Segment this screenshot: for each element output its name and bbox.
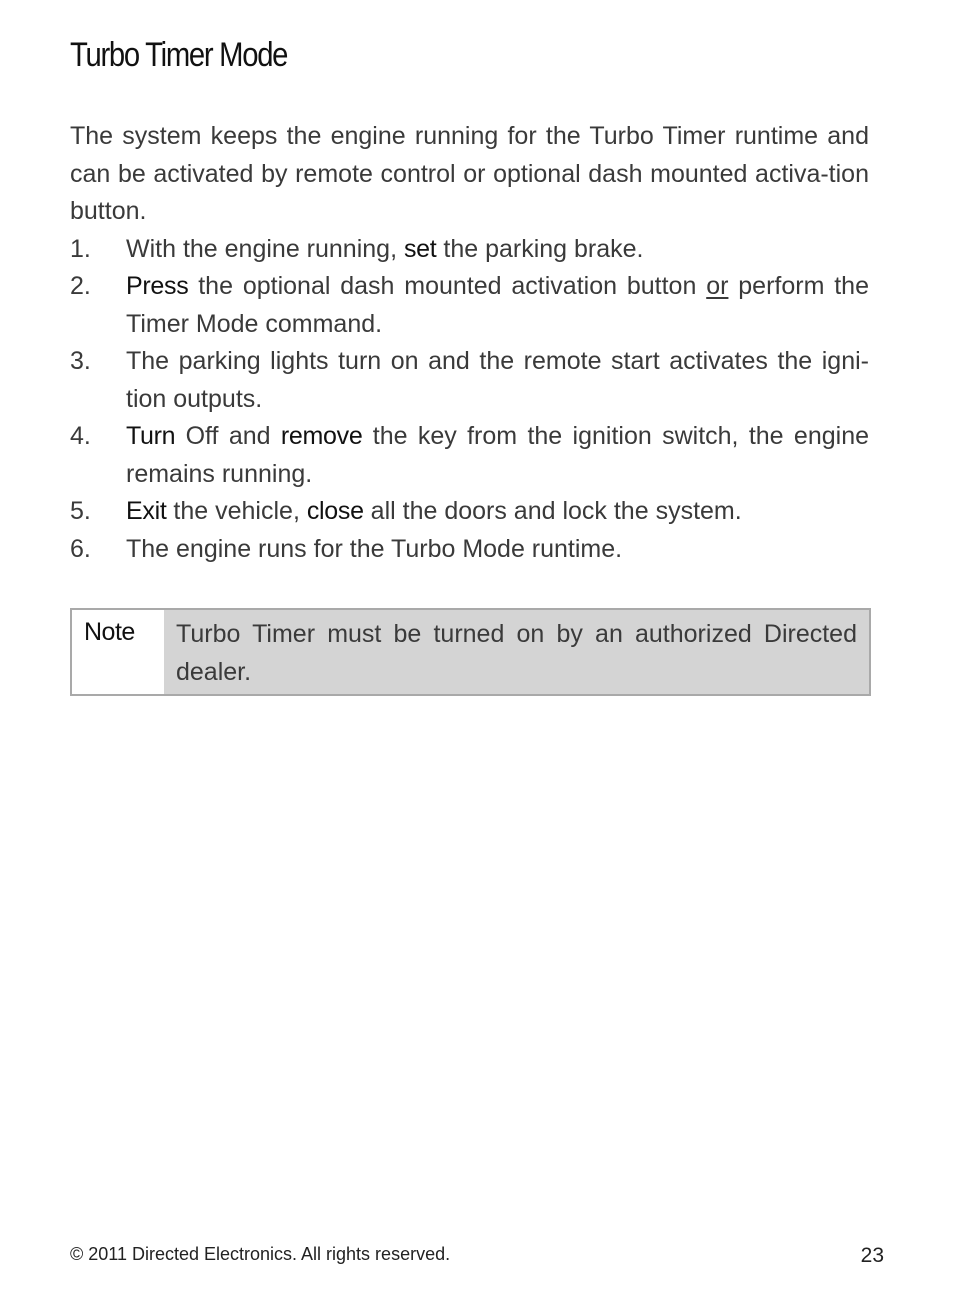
step-number: 1.: [70, 234, 91, 263]
step-number: 3.: [70, 347, 91, 375]
step-text-part: perform the Timer Mode command.: [126, 272, 869, 338]
step-text: [126, 531, 869, 569]
step-number: 2.: [70, 272, 91, 300]
copyright-footer: © 2011 Directed Electronics. All rights reserved.: [70, 1244, 451, 1264]
step-text-part: The parking lights turn on and the remote start activates the igni-tion outputs.: [126, 347, 869, 413]
step-item: [70, 493, 869, 531]
page-title: Turbo Timer Mode: [70, 36, 288, 74]
step-text-part: The engine runs for the Turbo Mode runtime.: [126, 534, 623, 563]
step-item: [70, 418, 869, 493]
step-action-word: Exit: [126, 497, 167, 525]
step-item: [70, 531, 869, 569]
step-item: [70, 343, 869, 418]
step-action-word: close: [306, 497, 364, 525]
steps-list: [70, 231, 869, 569]
step-number: 4.: [70, 422, 91, 450]
step-number: 5.: [70, 497, 91, 525]
step-text: [126, 418, 869, 493]
step-text-part: the parking brake.: [436, 234, 644, 263]
step-item: [70, 231, 869, 269]
note-label: Note: [84, 618, 135, 646]
intro-paragraph: The system keeps the engine running for the Turbo Timer runtime and can be activated by remote control or optional dash mounted activa-tion button.: [70, 122, 869, 225]
note-text: Turbo Timer must be turned on by an authorized Directed dealer.: [164, 610, 869, 694]
step-text-part: the optional dash mounted activation button: [188, 272, 707, 300]
step-action-word: Turn: [126, 422, 176, 450]
main-content: [70, 118, 869, 568]
step-text-part: the key from the ignition switch, the engine remains running.: [126, 422, 869, 488]
note-box: [70, 608, 871, 696]
step-text-part: the vehicle,: [166, 497, 307, 525]
step-action-word: remove: [280, 422, 363, 450]
step-item: [70, 268, 869, 343]
step-text: [126, 268, 869, 343]
step-text: [126, 231, 869, 269]
step-text: [126, 343, 869, 418]
step-text-part: With the engine running,: [126, 234, 404, 263]
step-text-part: all the doors and lock the system.: [363, 497, 742, 525]
step-action-word: set: [403, 234, 437, 263]
step-action-word: Press: [126, 272, 189, 300]
step-underlined-word: or: [706, 272, 729, 300]
page-number: 23: [860, 1244, 884, 1267]
step-text-part: Off and: [175, 422, 281, 450]
step-text: [126, 493, 869, 531]
step-number: 6.: [70, 534, 91, 563]
